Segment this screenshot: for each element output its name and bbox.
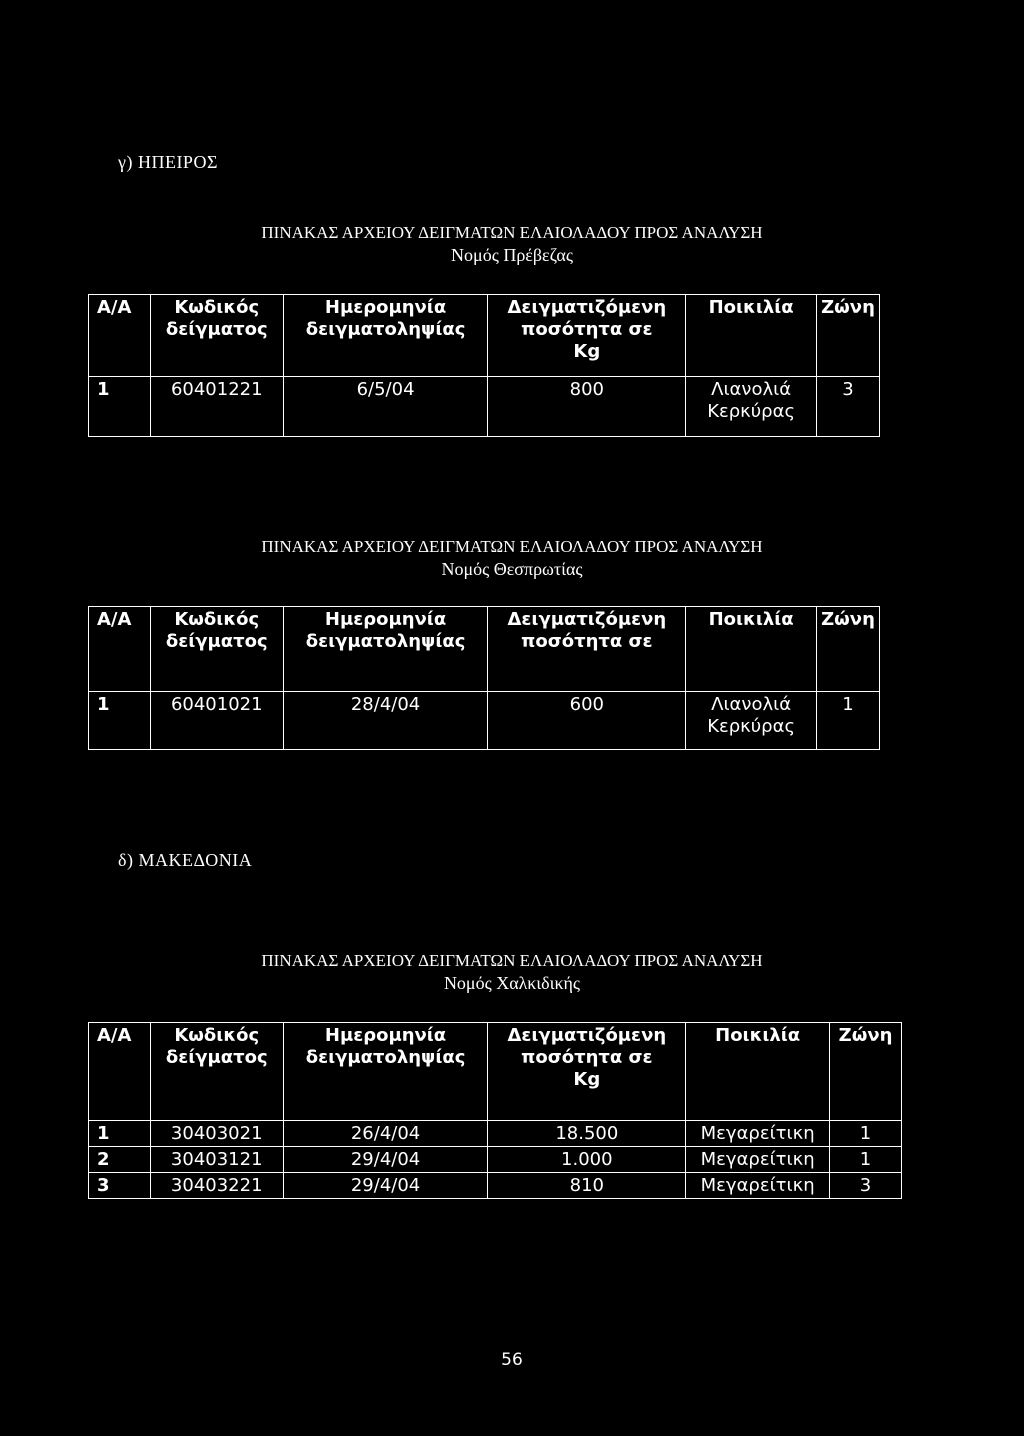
cell-aa: 1 — [89, 1121, 151, 1147]
cell-code: 60401021 — [150, 692, 283, 750]
table-caption-chalkidiki — [0, 950, 1024, 994]
table-header-row — [89, 1023, 902, 1121]
header-variety: Ποικιλία — [686, 295, 817, 377]
cell-code: 30403221 — [150, 1173, 283, 1199]
cell-quantity: 1.000 — [488, 1147, 686, 1173]
cell-date: 28/4/04 — [283, 692, 488, 750]
header-date: Ημερομηνία δειγματοληψίας — [283, 1023, 488, 1121]
section-heading-epirus: γ) ΗΠΕΙΡΟΣ — [118, 152, 218, 172]
header-zone: Ζώνη — [830, 1023, 902, 1121]
cell-quantity: 810 — [488, 1173, 686, 1199]
table-row — [89, 1121, 902, 1147]
table-title: ΠΙΝΑΚΑΣ ΑΡΧΕΙΟΥ ΔΕΙΓΜΑΤΩΝ ΕΛΑΙΟΛΑΔΟΥ ΠΡΟΣ ΑΝΑΛΥΣΗ — [261, 951, 763, 970]
cell-variety: Λιανολιά Κερκύρας — [686, 692, 817, 750]
cell-aa: 1 — [89, 377, 151, 437]
nomos-chalkidiki: Νομός Χαλκιδικής — [443, 973, 581, 993]
table-header-row — [89, 607, 880, 692]
cell-variety: Λιανολιά Κερκύρας — [686, 377, 817, 437]
cell-code: 30403121 — [150, 1147, 283, 1173]
cell-aa: 2 — [89, 1147, 151, 1173]
cell-quantity: 600 — [488, 692, 686, 750]
cell-code: 30403021 — [150, 1121, 283, 1147]
cell-zone: 1 — [830, 1147, 902, 1173]
header-quantity: Δειγματιζόμενη ποσότητα σε Kg — [488, 295, 686, 377]
cell-quantity: 18.500 — [488, 1121, 686, 1147]
header-variety: Ποικιλία — [686, 607, 817, 692]
cell-quantity: 800 — [488, 377, 686, 437]
header-aa: Α/Α — [89, 295, 151, 377]
nomos-thesprotia: Νομός Θεσπρωτίας — [441, 559, 583, 579]
header-zone: Ζώνη — [817, 295, 880, 377]
section-heading-macedonia: δ) ΜΑΚΕΔΟΝΙΑ — [118, 850, 253, 870]
header-variety: Ποικιλία — [686, 1023, 830, 1121]
cell-zone: 3 — [830, 1173, 902, 1199]
page-number: 56 — [501, 1350, 523, 1370]
header-code: Κωδικός δείγματος — [150, 295, 283, 377]
table-thesprotia — [88, 606, 880, 750]
nomos-preveza: Νομός Πρέβεζας — [451, 245, 573, 265]
header-code: Κωδικός δείγματος — [150, 1023, 283, 1121]
table-preveza — [88, 294, 880, 437]
table-header-row — [89, 295, 880, 377]
cell-date: 29/4/04 — [283, 1147, 488, 1173]
header-aa: Α/Α — [89, 1023, 151, 1121]
cell-aa: 1 — [89, 692, 151, 750]
header-zone: Ζώνη — [817, 607, 880, 692]
cell-date: 29/4/04 — [283, 1173, 488, 1199]
table-title: ΠΙΝΑΚΑΣ ΑΡΧΕΙΟΥ ΔΕΙΓΜΑΤΩΝ ΕΛΑΙΟΛΑΔΟΥ ΠΡΟΣ ΑΝΑΛΥΣΗ — [261, 223, 763, 242]
table-row — [89, 1173, 902, 1199]
header-date: Ημερομηνία δειγματοληψίας — [283, 295, 488, 377]
cell-variety: Μεγαρείτικη — [686, 1173, 830, 1199]
cell-code: 60401221 — [150, 377, 283, 437]
table-title: ΠΙΝΑΚΑΣ ΑΡΧΕΙΟΥ ΔΕΙΓΜΑΤΩΝ ΕΛΑΙΟΛΑΔΟΥ ΠΡΟΣ ΑΝΑΛΥΣΗ — [261, 537, 763, 556]
table-caption-preveza — [0, 222, 1024, 266]
cell-aa: 3 — [89, 1173, 151, 1199]
table-row — [89, 377, 880, 437]
table-row — [89, 692, 880, 750]
cell-zone: 3 — [817, 377, 880, 437]
header-code: Κωδικός δείγματος — [150, 607, 283, 692]
table-row — [89, 1147, 902, 1173]
header-date: Ημερομηνία δειγματοληψίας — [283, 607, 488, 692]
table-chalkidiki — [88, 1022, 902, 1199]
cell-date: 26/4/04 — [283, 1121, 488, 1147]
cell-variety: Μεγαρείτικη — [686, 1147, 830, 1173]
cell-variety: Μεγαρείτικη — [686, 1121, 830, 1147]
header-quantity: Δειγματιζόμενη ποσότητα σε Kg — [488, 1023, 686, 1121]
cell-zone: 1 — [817, 692, 880, 750]
cell-date: 6/5/04 — [283, 377, 488, 437]
header-quantity: Δειγματιζόμενη ποσότητα σε — [488, 607, 686, 692]
cell-zone: 1 — [830, 1121, 902, 1147]
table-caption-thesprotia — [0, 536, 1024, 580]
header-aa: Α/Α — [89, 607, 151, 692]
